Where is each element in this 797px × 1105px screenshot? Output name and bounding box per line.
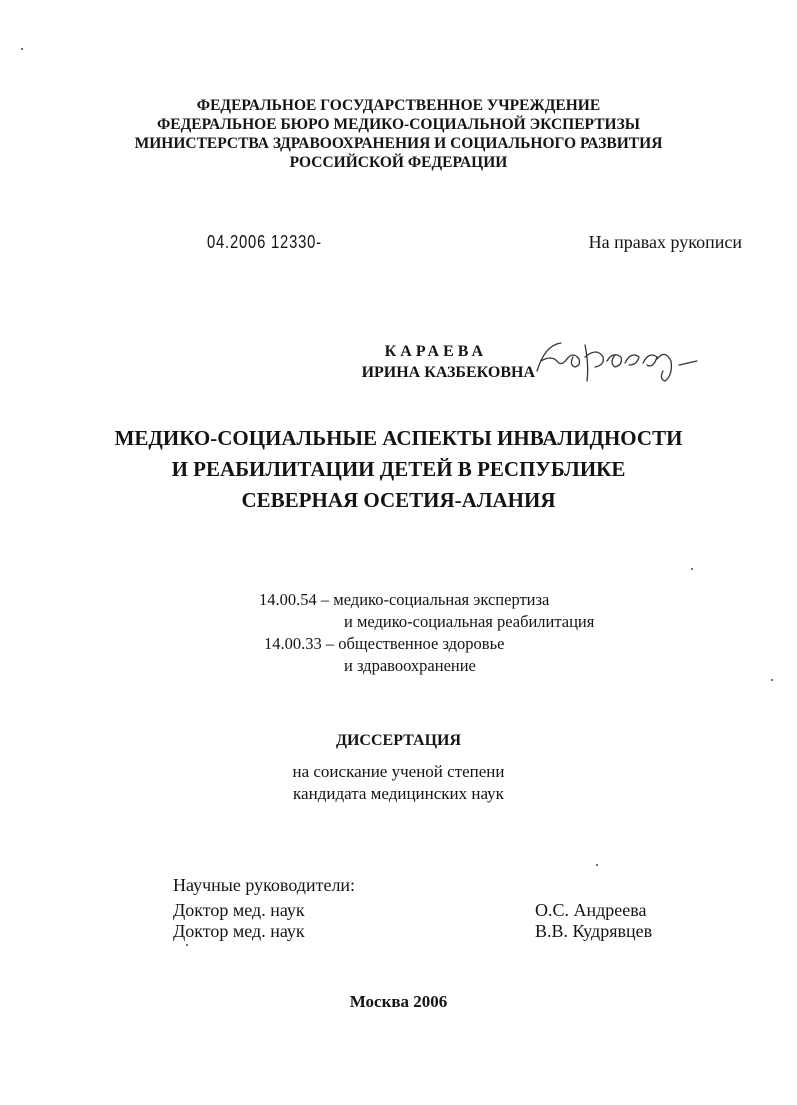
- specialty-continuation: и здравоохранение: [344, 656, 476, 675]
- institution-line: ФЕДЕРАЛЬНОЕ БЮРО МЕДИКО-СОЦИАЛЬНОЙ ЭКСПЕРТИЗЫ: [156, 116, 641, 133]
- author-signature: [527, 335, 707, 387]
- institution-line: ФЕДЕРАЛЬНОЕ ГОСУДАРСТВЕННОЕ УЧРЕЖДЕНИЕ: [196, 97, 601, 114]
- scan-speck: [771, 679, 773, 681]
- specialty-code-line: 14.00.54 – медико-социальная экспертиза: [259, 590, 550, 609]
- title-line: СЕВЕРНАЯ ОСЕТИЯ-АЛАНИЯ: [241, 488, 556, 512]
- registration-stamp: 04.2006 12330-: [207, 232, 322, 252]
- supervisor-title: Доктор мед. наук: [173, 900, 305, 920]
- degree-statement: [0, 761, 797, 805]
- document-type: ДИССЕРТАЦИЯ: [335, 732, 462, 749]
- title-line: МЕДИКО-СОЦИАЛЬНЫЕ АСПЕКТЫ ИНВАЛИДНОСТИ: [114, 426, 683, 450]
- author-given-names: ИРИНА КАЗБЕКОВНА: [361, 364, 535, 381]
- author-surname: КАРАЕВА: [384, 343, 487, 360]
- city-year: Москва 2006: [349, 992, 448, 1011]
- supervisor-name: О.С. Андреева: [535, 900, 647, 920]
- supervisors-heading: Научные руководители:: [173, 875, 356, 895]
- degree-line: кандидата медицинских наук: [293, 784, 504, 803]
- specialty-code-line: 14.00.33 – общественное здоровье: [264, 634, 505, 653]
- thesis-title: [0, 423, 797, 516]
- institution-line: МИНИСТЕРСТВА ЗДРАВООХРАНЕНИЯ И СОЦИАЛЬНОГО РАЗВИТИЯ: [134, 135, 663, 152]
- supervisor-title: Доктор мед. наук: [173, 921, 305, 941]
- scan-speck: [691, 568, 693, 570]
- title-line: И РЕАБИЛИТАЦИИ ДЕТЕЙ В РЕСПУБЛИКЕ: [171, 457, 626, 481]
- institution-line: РОССИЙСКОЙ ФЕДЕРАЦИИ: [289, 154, 508, 171]
- degree-line: на соискание ученой степени: [292, 762, 505, 781]
- specialty-continuation: и медико-социальная реабилитация: [344, 612, 595, 631]
- scan-speck: [186, 944, 188, 946]
- scan-speck: [596, 864, 598, 866]
- scan-speck: [21, 48, 23, 50]
- supervisor-name: В.В. Кудрявцев: [535, 921, 653, 941]
- rights-note: На правах рукописи: [588, 232, 742, 252]
- institution-header: [0, 96, 797, 172]
